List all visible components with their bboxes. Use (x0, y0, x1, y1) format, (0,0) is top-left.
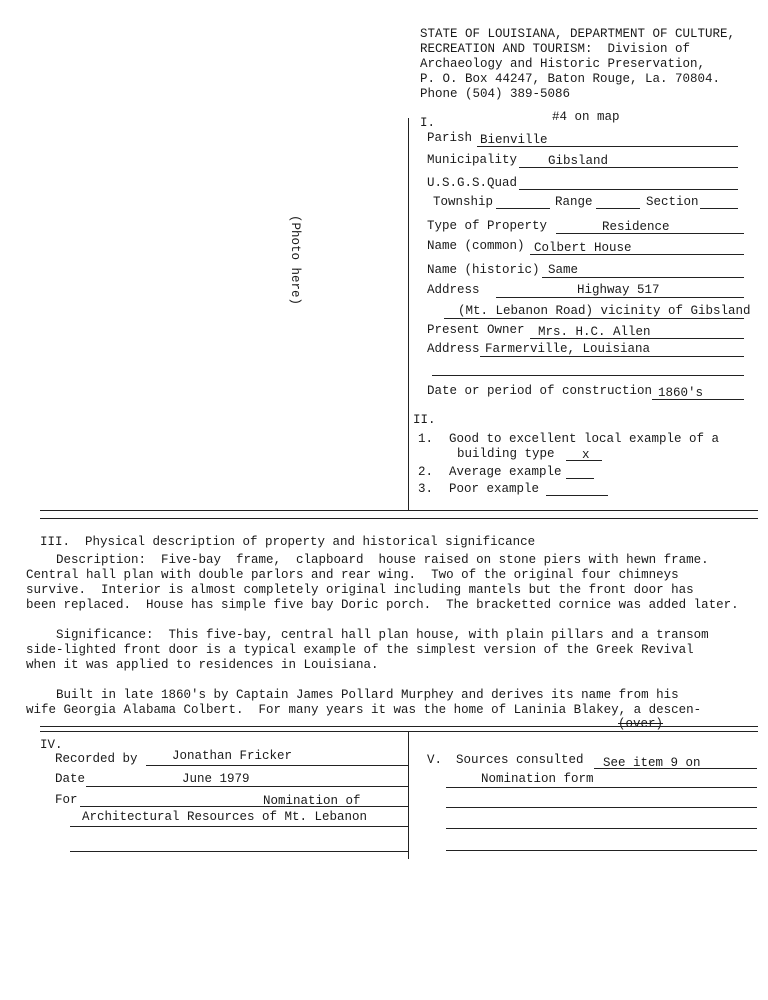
description-line-3: survive. Interior is almost completely original including mantels but the front door has (26, 583, 694, 597)
item3-line (546, 495, 608, 496)
sources-line-5 (446, 850, 757, 851)
address-line-1 (496, 297, 744, 298)
header-line-1: STATE OF LOUISIANA, DEPARTMENT OF CULTURE, (420, 27, 736, 41)
history-line-1: Built in late 1860's by Captain James Pollard Murphey and derives its name from his (26, 688, 679, 702)
section4-numeral: IV. (40, 738, 63, 752)
sources-line-2 (446, 787, 757, 788)
header-line-3: Archaeology and Historic Preservation, (420, 57, 706, 71)
section3-heading: III. Physical description of property and historical significance (40, 535, 536, 549)
significance-line-2: side-lighted front door is a typical example of the simplest version of the Greek Revival (26, 643, 694, 657)
date-label: Date or period of construction (427, 384, 653, 398)
for-value: Nomination of (263, 794, 361, 808)
for-value-2: Architectural Resources of Mt. Lebanon (82, 810, 368, 824)
date-recorded-line (86, 786, 408, 787)
municipality-value: Gibsland (548, 154, 609, 168)
mid-double-rule-top (40, 510, 758, 511)
recorded-value: Jonathan Fricker (172, 749, 293, 763)
map-ref: #4 on map (552, 110, 620, 124)
date-value: 1860's (658, 386, 704, 400)
over-note: (over) (618, 717, 664, 731)
sources-label: Sources consulted (456, 753, 584, 767)
range-line (596, 208, 640, 209)
item1-line (566, 460, 602, 461)
address-value-1: Highway 517 (577, 283, 660, 297)
photo-placeholder: (Photo here) (288, 215, 302, 306)
name-common-line (530, 254, 744, 255)
section5-numeral: V. (427, 753, 443, 767)
owner-address-line (480, 356, 744, 357)
address-value-2: (Mt. Lebanon Road) vicinity of Gibsland (458, 304, 751, 318)
item2-line (566, 478, 594, 479)
lower-double-rule-top (40, 726, 758, 727)
sources-line (594, 768, 757, 769)
type-value: Residence (602, 220, 670, 234)
date-line (652, 399, 744, 400)
owner-label: Present Owner (427, 323, 525, 337)
owner-line (530, 338, 744, 339)
name-common-value: Colbert House (534, 241, 632, 255)
item2-num: 2. (418, 465, 434, 479)
recorded-line (146, 765, 408, 766)
township-line (496, 208, 550, 209)
for-label: For (55, 793, 78, 807)
section2-numeral: II. (413, 413, 436, 427)
header-line-4: P. O. Box 44247, Baton Rouge, La. 70804. (420, 72, 721, 86)
name-historic-value: Same (548, 263, 579, 277)
upper-vertical-divider (408, 118, 409, 510)
name-common-label: Name (common) (427, 239, 525, 253)
item1-num: 1. (418, 432, 434, 446)
lower-vertical-divider (408, 731, 409, 859)
lower-double-rule-bottom (40, 731, 758, 732)
for-line (80, 806, 408, 807)
type-label: Type of Property (427, 219, 548, 233)
sources-value: See item 9 on (603, 756, 701, 770)
name-historic-line (542, 277, 744, 278)
item1-value: x (582, 448, 590, 462)
sources-value-2: Nomination form (481, 772, 594, 786)
usgs-label: U.S.G.S.Quad (427, 176, 518, 190)
date-recorded-label: Date (55, 772, 86, 786)
owner-address-label: Address (427, 342, 480, 356)
municipality-line (519, 167, 738, 168)
sources-line-3 (446, 807, 757, 808)
for-line-2 (70, 826, 408, 827)
item1-text2: building type (457, 447, 555, 461)
item2-text: Average example (449, 465, 562, 479)
sources-line-4 (446, 828, 757, 829)
owner-address-line-2 (432, 375, 744, 376)
owner-value: Mrs. H.C. Allen (538, 325, 651, 339)
for-line-3 (70, 851, 408, 852)
description-line-2: Central hall plan with double parlors and rear wing. Two of the original four chimneys (26, 568, 679, 582)
date-recorded-value: June 1979 (182, 772, 250, 786)
description-line-1: Description: Five-bay frame, clapboard house raised on stone piers with hewn frame. (26, 553, 709, 567)
header-line-2: RECREATION AND TOURISM: Division of (420, 42, 691, 56)
parish-label: Parish (427, 131, 473, 145)
significance-line-1: Significance: This five-bay, central hall plan house, with plain pillars and a transom (26, 628, 709, 642)
parish-line (477, 146, 738, 147)
range-label: Range (555, 195, 593, 209)
section-label: Section (646, 195, 699, 209)
recorded-label: Recorded by (55, 752, 138, 766)
usgs-line (519, 189, 738, 190)
section1-numeral: I. (420, 116, 436, 130)
municipality-label: Municipality (427, 153, 518, 167)
address-label: Address (427, 283, 480, 297)
section-line (700, 208, 738, 209)
name-historic-label: Name (historic) (427, 263, 540, 277)
township-label: Township (433, 195, 494, 209)
address-line-2 (444, 318, 744, 319)
header-line-5: Phone (504) 389-5086 (420, 87, 571, 101)
mid-double-rule-bottom (40, 518, 758, 519)
parish-value: Bienville (480, 133, 548, 147)
significance-line-3: when it was applied to residences in Louisiana. (26, 658, 379, 672)
type-line (556, 233, 744, 234)
item3-text: Poor example (449, 482, 540, 496)
item3-num: 3. (418, 482, 434, 496)
owner-address-value: Farmerville, Louisiana (485, 342, 651, 356)
item1-text: Good to excellent local example of a (449, 432, 720, 446)
description-line-4: been replaced. House has simple five bay Doric porch. The bracketted cornice was added later. (26, 598, 739, 612)
history-line-2: wife Georgia Alabama Colbert. For many years it was the home of Laninia Blakey, a descen- (26, 703, 702, 717)
